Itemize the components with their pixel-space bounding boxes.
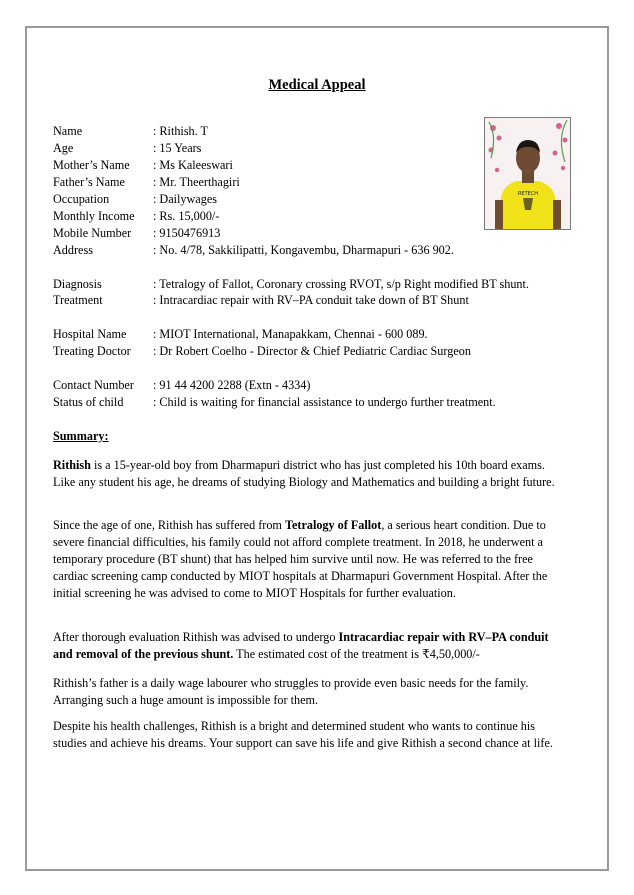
detail-label: Name xyxy=(53,124,83,138)
detail-row-age xyxy=(53,140,201,157)
diagnosis-bold: Tetralogy of Fallot xyxy=(284,518,382,532)
treatment-bold: Intracardiac repair with RV–PA conduit and removal of the previous shunt. xyxy=(53,630,549,661)
detail-row-treatment xyxy=(53,292,469,309)
detail-value: : Rs. 15,000/- xyxy=(153,209,220,223)
detail-row-doctor xyxy=(53,343,471,360)
detail-row-mobile xyxy=(53,225,220,242)
detail-value: : 9150476913 xyxy=(153,226,221,240)
detail-label: Age xyxy=(53,141,74,155)
paragraph-text: Despite his health challenges, Rithish is a bright and determined student who wants to continue his studies and achieve his dreams. Your support can save his life and give Rithish a second chance at life. xyxy=(53,719,553,750)
detail-value: : Rithish. T xyxy=(153,124,208,138)
detail-label: Mobile Number xyxy=(53,226,132,240)
detail-label: Hospital Name xyxy=(53,327,127,341)
detail-value: : Mr. Theerthagiri xyxy=(153,175,240,189)
detail-row-contact xyxy=(53,377,310,394)
detail-row-address xyxy=(53,242,454,259)
detail-row-diagnosis xyxy=(53,276,529,293)
paragraph-text: Rithish’s father is a daily wage labourer who struggles to provide even basic needs for the family. Arranging such a huge amount is impossible for them. xyxy=(53,676,529,707)
summary-paragraph-3 xyxy=(53,629,558,663)
detail-label: Mother’s Name xyxy=(53,158,130,172)
detail-label: Occupation xyxy=(53,192,110,206)
patient-photo-illustration xyxy=(485,118,570,229)
detail-row-occupation xyxy=(53,191,217,208)
patient-name-bold: Rithish xyxy=(53,458,91,472)
detail-value: : MIOT International, Manapakkam, Chennai - 600 089. xyxy=(153,327,428,341)
summary-heading: Summary: xyxy=(53,429,109,443)
detail-label: Contact Number xyxy=(53,378,134,392)
detail-value: : Dr Robert Coelho - Director & Chief Pediatric Cardiac Surgeon xyxy=(153,344,471,358)
detail-value: : Intracardiac repair with RV–PA conduit take down of BT Shunt xyxy=(153,293,469,307)
paragraph-text: The estimated cost of the treatment is ₹4,50,000/- xyxy=(233,647,480,661)
shirt-print-text: RETECH xyxy=(517,191,539,197)
detail-label: Diagnosis xyxy=(53,277,102,291)
paragraph-text: After thorough evaluation Rithish was advised to undergo xyxy=(53,630,339,644)
detail-label: Address xyxy=(53,243,93,257)
paragraph-text: , a serious heart condition. Due to severe financial difficulties, his family could not afford complete treatment. In 2018, he underwent a temporary procedure (BT shunt) that has helped him survive until now. He was referred to the free cardiac screening camp conducted by MIOT hospitals at Dharmapuri Government Hospital. After the initial screening he was advised to come to MIOT Hospitals for further evaluation. xyxy=(53,518,548,600)
page-title: Medical Appeal xyxy=(268,77,366,93)
detail-value: : No. 4/78, Sakkilipatti, Kongavembu, Dharmapuri - 636 902. xyxy=(153,243,454,257)
detail-value: : 15 Years xyxy=(153,141,202,155)
paragraph-text: Since the age of one, Rithish has suffered from xyxy=(53,518,285,532)
detail-row-father xyxy=(53,174,240,191)
detail-row-income xyxy=(53,208,219,225)
paragraph-text: is a 15-year-old boy from Dharmapuri district who has just completed his 10th board exams. Like any student his age, he dreams of studying Biology and Mathematics and building a bright future. xyxy=(53,458,555,489)
patient-photo xyxy=(484,117,571,230)
detail-value: : Ms Kaleeswari xyxy=(153,158,233,172)
detail-label: Treatment xyxy=(53,293,103,307)
summary-paragraph-4 xyxy=(53,675,558,709)
detail-row-status xyxy=(53,394,496,411)
summary-paragraph-1 xyxy=(53,457,558,491)
detail-row-mother xyxy=(53,157,233,174)
detail-value: : Child is waiting for financial assistance to undergo further treatment. xyxy=(153,395,496,409)
detail-value: : 91 44 4200 2288 (Extn - 4334) xyxy=(153,378,311,392)
detail-label: Treating Doctor xyxy=(53,344,131,358)
detail-value: : Dailywages xyxy=(153,192,217,206)
summary-paragraph-2 xyxy=(53,517,558,602)
detail-row-hospital xyxy=(53,326,428,343)
detail-label: Monthly Income xyxy=(53,209,135,223)
detail-label: Father’s Name xyxy=(53,175,125,189)
detail-value: : Tetralogy of Fallot, Coronary crossing RVOT, s/p Right modified BT shunt. xyxy=(153,277,529,291)
summary-paragraph-5 xyxy=(53,718,558,752)
detail-label: Status of child xyxy=(53,395,124,409)
detail-row-name xyxy=(53,123,208,140)
